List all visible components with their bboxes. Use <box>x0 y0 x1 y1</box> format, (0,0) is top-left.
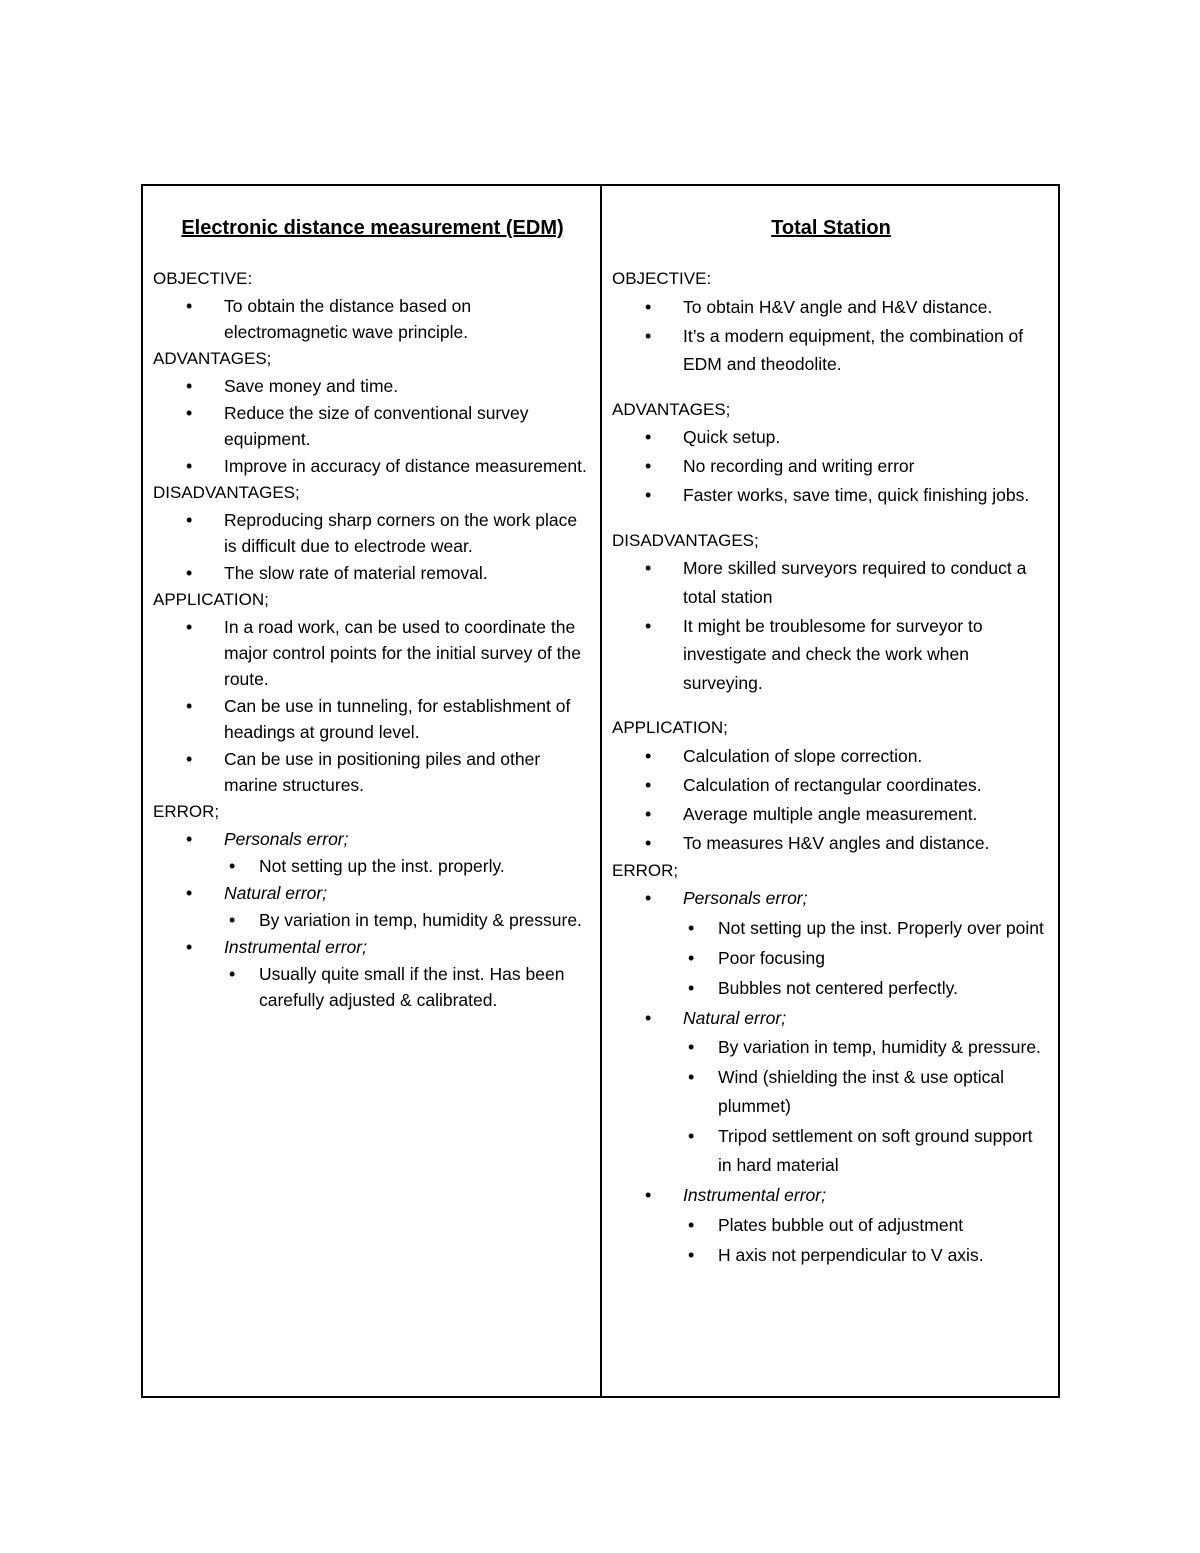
list-item: • To measures H&V angles and distance. <box>612 829 1050 858</box>
edm-application-list <box>153 614 592 798</box>
ts-error-list <box>612 884 1050 1270</box>
list-item: • Tripod settlement on soft ground support in hard material <box>683 1122 1050 1180</box>
list-item: • Save money and time. <box>153 373 592 399</box>
list-item: • H axis not perpendicular to V axis. <box>683 1241 1050 1270</box>
list-item: • Average multiple angle measurement. <box>612 800 1050 829</box>
error-sublist <box>683 1033 1050 1180</box>
list-item: • More skilled surveyors required to conduct a total station <box>612 554 1050 611</box>
edm-disadvantages-list <box>153 507 592 586</box>
ts-objective-list <box>612 293 1050 379</box>
edm-title: Electronic distance measurement (EDM) <box>181 217 564 239</box>
list-item: • No recording and writing error <box>612 452 1050 481</box>
list-item: • Plates bubble out of adjustment <box>683 1211 1050 1240</box>
ts-application-list <box>612 742 1050 858</box>
list-item: • To obtain the distance based on electromagnetic wave principle. <box>153 293 592 345</box>
error-sublist <box>683 914 1050 1003</box>
list-item: • In a road work, can be used to coordinate the major control points for the initial survey of the route. <box>153 614 592 692</box>
edm-error-list <box>153 826 592 1013</box>
list-item: • Usually quite small if the inst. Has been carefully adjusted & calibrated. <box>224 961 592 1013</box>
ts-disadvantages-list <box>612 554 1050 697</box>
error-category-name: Natural error; <box>224 883 328 903</box>
ts-objective-label: OBJECTIVE: <box>612 269 712 288</box>
error-category <box>612 884 1050 1003</box>
error-category <box>612 1181 1050 1270</box>
error-category <box>153 880 592 933</box>
edm-advantages-list <box>153 373 592 479</box>
list-item: • Improve in accuracy of distance measurement. <box>153 453 592 479</box>
error-category-name: Instrumental error; <box>683 1185 826 1205</box>
list-item: • It might be troublesome for surveyor to investigate and check the work when surveying. <box>612 612 1050 698</box>
error-category <box>612 1004 1050 1181</box>
list-item: • The slow rate of material removal. <box>153 560 592 586</box>
list-item: • Wind (shielding the inst & use optical plummet) <box>683 1063 1050 1121</box>
list-item: • To obtain H&V angle and H&V distance. <box>612 293 1050 322</box>
ts-advantages-list <box>612 423 1050 510</box>
list-item: • Quick setup. <box>612 423 1050 452</box>
error-category <box>153 826 592 879</box>
list-item: • Poor focusing <box>683 944 1050 973</box>
error-category-name: Instrumental error; <box>224 937 367 957</box>
edm-objective-list <box>153 293 592 345</box>
ts-disadvantages-label: DISADVANTAGES; <box>612 530 759 550</box>
ts-error-label: ERROR; <box>612 860 679 880</box>
edm-objective-label: OBJECTIVE: <box>153 269 253 288</box>
edm-column <box>143 186 602 1396</box>
edm-application-label: APPLICATION; <box>153 590 269 609</box>
list-item: • Not setting up the inst. Properly over point <box>683 914 1050 943</box>
list-item: • Not setting up the inst. properly. <box>224 853 592 879</box>
error-sublist <box>224 961 592 1013</box>
error-category-name: Personals error; <box>224 829 349 849</box>
list-item: • It’s a modern equipment, the combination of EDM and theodolite. <box>612 322 1050 379</box>
list-item: • Bubbles not centered perfectly. <box>683 974 1050 1003</box>
edm-error-label: ERROR; <box>153 802 220 821</box>
list-item: • By variation in temp, humidity & pressure. <box>683 1033 1050 1062</box>
list-item: • Reduce the size of conventional survey equipment. <box>153 400 592 452</box>
error-sublist <box>224 853 592 879</box>
edm-disadvantages-label: DISADVANTAGES; <box>153 483 300 502</box>
list-item: • Calculation of slope correction. <box>612 742 1050 771</box>
list-item: • Calculation of rectangular coordinates. <box>612 771 1050 800</box>
ts-application-label: APPLICATION; <box>612 718 728 737</box>
ts-advantages-label: ADVANTAGES; <box>612 399 731 419</box>
list-item: • Can be use in positioning piles and other marine structures. <box>153 746 592 798</box>
list-item: • By variation in temp, humidity & pressure. <box>224 907 592 933</box>
list-item: • Can be use in tunneling, for establishment of headings at ground level. <box>153 693 592 745</box>
list-item: • Reproducing sharp corners on the work place is difficult due to electrode wear. <box>153 507 592 559</box>
total-station-title: Total Station <box>771 217 891 239</box>
error-category-name: Natural error; <box>683 1007 787 1028</box>
error-sublist <box>683 1211 1050 1270</box>
total-station-column <box>602 186 1058 1396</box>
list-item: • Faster works, save time, quick finishing jobs. <box>612 481 1050 510</box>
comparison-table <box>141 184 1060 1398</box>
error-sublist <box>224 907 592 933</box>
error-category <box>153 934 592 1013</box>
edm-advantages-label: ADVANTAGES; <box>153 349 272 368</box>
error-category-name: Personals error; <box>683 888 808 908</box>
